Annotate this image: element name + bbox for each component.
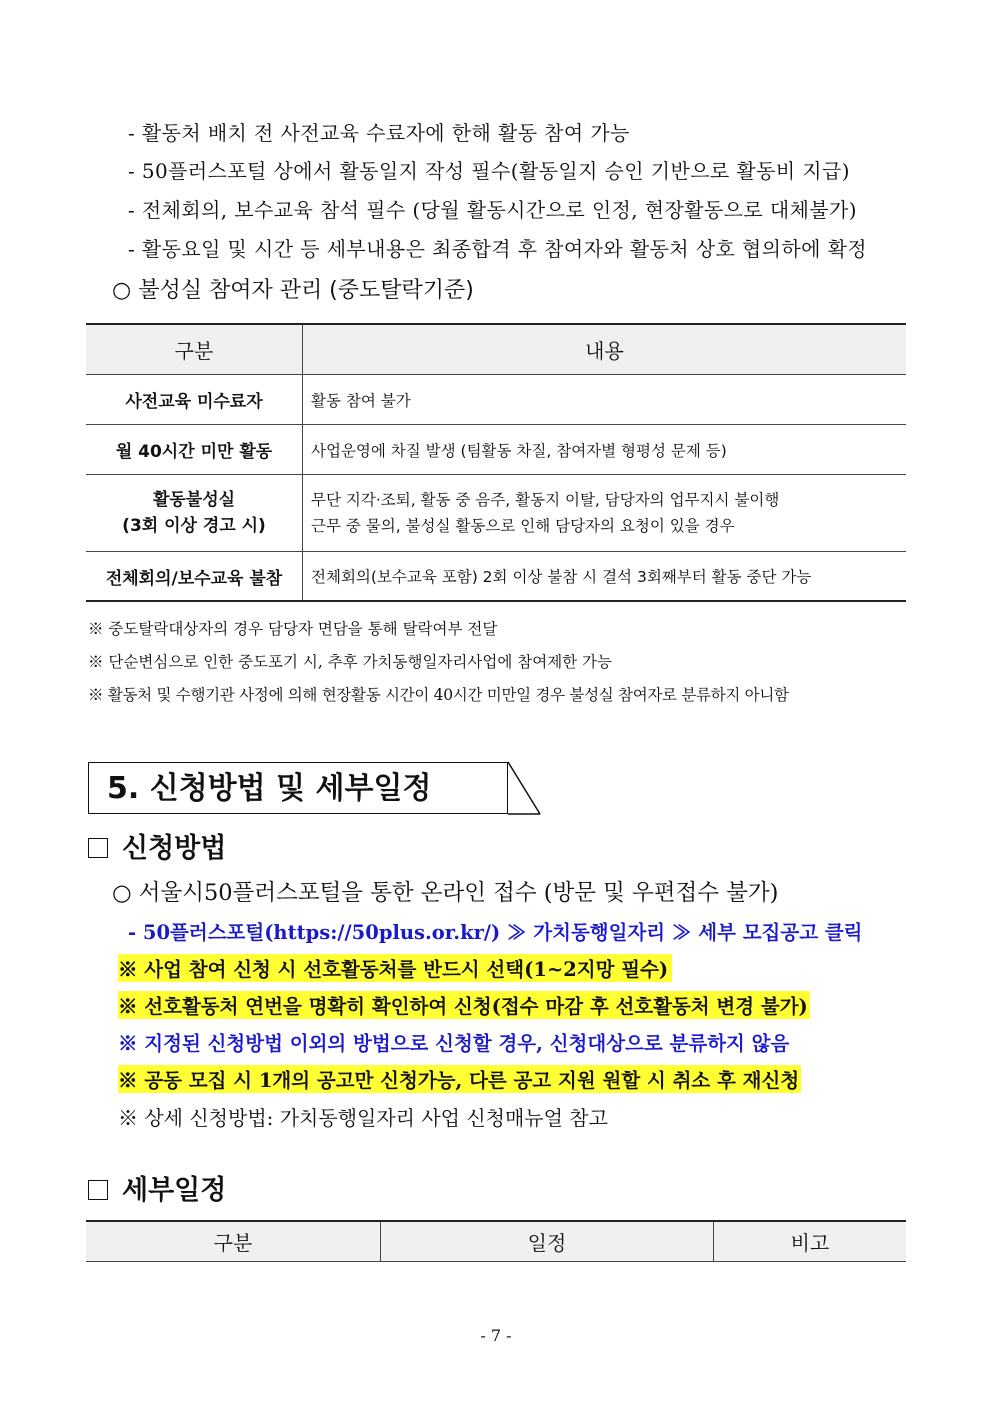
row-label [86,475,303,552]
table-header-cell: 내용 [303,324,907,375]
row-content-line: 무단 지각·조퇴, 활동 중 음주, 활동지 이탈, 담당자의 업무지시 불이행 [311,491,780,509]
row-label: 사전교육 미수료자 [86,375,303,425]
row-content: 활동 참여 불가 [303,375,907,425]
note-line: ※ 활동처 및 수행기관 사정에 의해 현장활동 시간이 40시간 미만일 경우 불성실 참여자로 분류하지 아니함 [88,686,789,704]
bullet-line: - 전체회의, 보수교육 참석 필수 (당월 활동시간으로 인정, 현장활동으로 대체불가) [128,198,857,222]
apply-notice: ※ 공동 모집 시 1개의 공고만 신청가능, 다른 공고 지원 원할 시 취소 후 재신청 [118,1065,801,1093]
row-label: 월 40시간 미만 활동 [86,425,303,475]
table-header-cell: 구분 [86,324,303,375]
apply-heading-text: 신청방법 [122,833,227,864]
apply-notice: ※ 지정된 신청방법 이외의 방법으로 신청할 경우, 신청대상으로 분류하지 않음 [118,1032,790,1055]
table-row [86,552,906,602]
apply-notice: ※ 상세 신청방법: 가치동행일자리 사업 신청매뉴얼 참고 [118,1106,608,1130]
note-line: ※ 단순변심으로 인한 중도포기 시, 추후 가치동행일자리사업에 참여제한 가능 [88,653,613,671]
schedule-table [86,1220,906,1262]
section-title-arrow [500,760,544,816]
schedule-heading-text: 세부일정 [122,1175,227,1206]
bullet-line: - 50플러스포털 상에서 활동일지 작성 필수(활동일지 승인 기반으로 활동비 지급) [128,159,850,183]
table-row [86,475,906,552]
apply-notice: ※ 선호활동처 연번을 명확히 확인하여 신청(접수 마감 후 선호활동처 변경 불가) [118,991,810,1019]
row-label-line: 활동불성실 [152,490,236,510]
bullet-line: - 활동처 배치 전 사전교육 수료자에 한해 활동 참여 가능 [128,121,630,145]
row-content: 전체회의(보수교육 포함) 2회 이상 불참 시 결석 3회째부터 활동 중단 가능 [303,552,907,602]
row-label-line: (3회 이상 경고 시) [122,516,266,536]
table-header-row [86,1221,906,1262]
table-row [86,425,906,475]
apply-notice: ※ 사업 참여 신청 시 선호활동처를 반드시 선택(1~2지망 필수) [118,954,672,982]
row-content [303,475,907,552]
note-line: ※ 중도탈락대상자의 경우 담당자 면담을 통해 탈락여부 전달 [88,620,498,638]
apply-main: ○ 서울시50플러스포털을 통한 온라인 접수 (방문 및 우편접수 불가) [112,880,779,906]
apply-link-line: - 50플러스포털(https://50plus.or.kr/) ≫ 가치동행일자리 ≫ 세부 모집공고 클릭 [128,921,863,944]
row-content: 사업운영에 차질 발생 (팀활동 차질, 참여자별 형평성 문제 등) [303,425,907,475]
page-number: - 7 - [480,1326,512,1345]
row-content-line: 근무 중 물의, 불성실 활동으로 인해 담당자의 요청이 있을 경우 [311,517,735,535]
table-header-cell: 구분 [86,1221,381,1262]
dropout-criteria-table [86,323,906,602]
square-bullet-icon [88,838,108,858]
table-header-row [86,324,906,375]
table-header-cell: 일정 [381,1221,714,1262]
table-header-cell: 비고 [714,1221,907,1262]
table-row [86,375,906,425]
row-label: 전체회의/보수교육 불참 [86,552,303,602]
section-title: 5. 신청방법 및 세부일정 [88,762,508,814]
apply-heading [88,826,226,865]
square-bullet-icon [88,1180,108,1200]
mgmt-heading: ○ 불성실 참여자 관리 (중도탈락기준) [112,278,474,303]
bullet-line: - 활동요일 및 시간 등 세부내용은 최종합격 후 참여자와 활동처 상호 협의하에 확정 [128,237,868,261]
schedule-heading [88,1168,226,1207]
